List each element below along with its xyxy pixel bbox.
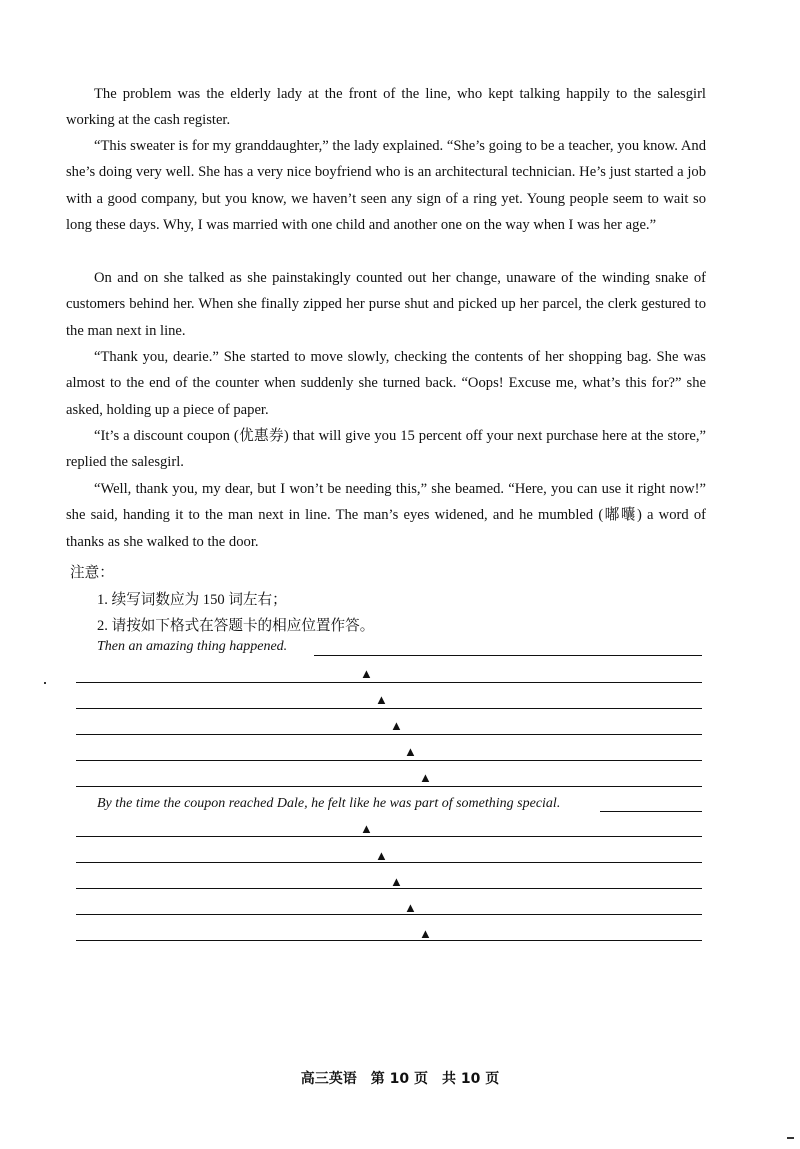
writing-marker-icon: ▲ <box>404 900 417 915</box>
scan-speck <box>44 682 46 684</box>
story-paragraph-1: The problem was the elderly lady at the front of the line, who kept talking happily to the salesgirl working at the cash register. <box>66 86 706 129</box>
writing-line[interactable] <box>76 708 702 709</box>
story-paragraph-6: “Well, thank you, my dear, but I won’t be needing this,” she beamed. “Here, you can use it right now!” she said, handing it to the man next in line. The man’s eyes widened, and he mumbled (嘟囔) a word of thanks as she walked to the door. <box>66 481 706 550</box>
writing-marker-icon: ▲ <box>419 926 432 941</box>
section1-lead-sentence: Then an amazing thing happened. <box>97 639 288 654</box>
writing-marker-icon: ▲ <box>360 666 373 681</box>
writing-marker-icon: ▲ <box>360 821 373 836</box>
section2-lead-sentence: By the time the coupon reached Dale, he felt like he was part of something special. <box>97 796 561 811</box>
section2-lead-line <box>600 811 702 812</box>
writing-marker-icon: ▲ <box>390 718 403 733</box>
writing-line[interactable] <box>76 836 702 837</box>
note-item-2: 2. 请按如下格式在答题卡的相应位置作答。 <box>97 618 375 634</box>
section1-lead-line <box>314 655 702 656</box>
writing-marker-icon: ▲ <box>375 692 388 707</box>
story-paragraph-3: On and on she talked as she painstakingly counted out her change, unaware of the winding snake of customers behind her. When she finally zipped her purse shut and picked up her parcel, the clerk gestured to the man next in line. <box>66 270 706 339</box>
writing-line[interactable] <box>76 760 702 761</box>
note-item-1: 1. 续写词数应为 150 词左右； <box>97 592 287 608</box>
writing-line[interactable] <box>76 734 702 735</box>
writing-line[interactable] <box>76 862 702 863</box>
page-footer: 高三英语 第 10 页 共 10 页 <box>300 1071 500 1087</box>
writing-marker-icon: ▲ <box>390 874 403 889</box>
story-paragraph-4: “Thank you, dearie.” She started to move slowly, checking the contents of her shopping bag. She was almost to the end of the counter when suddenly she turned back. “Oops! Excuse me, what’s this for?” she asked, holding up a piece of paper. <box>66 349 706 418</box>
story-paragraph-2: “This sweater is for my granddaughter,” the lady explained. “She’s going to be a teacher, you know. And she’s doing very well. She has a very nice boyfriend who is an architectural technician. He’s just started a job with a good company, but you know, we haven’t seen any sign of a ring yet. Young people seem to wait so long these days. Why, I was married with one child and another one on the way when I was her age.” <box>66 138 706 234</box>
writing-line[interactable] <box>76 914 702 915</box>
writing-marker-icon: ▲ <box>404 744 417 759</box>
writing-marker-icon: ▲ <box>419 770 432 785</box>
writing-line[interactable] <box>76 682 702 683</box>
notes-title: 注意： <box>70 565 114 581</box>
story-paragraph-5: “It’s a discount coupon (优惠券) that will give you 15 percent off your next purchase here at the store,” replied the salesgirl. <box>66 428 706 471</box>
writing-marker-icon: ▲ <box>375 848 388 863</box>
writing-line[interactable] <box>76 786 702 787</box>
writing-line[interactable] <box>76 940 702 941</box>
writing-line[interactable] <box>76 888 702 889</box>
scan-mark <box>787 1137 794 1139</box>
